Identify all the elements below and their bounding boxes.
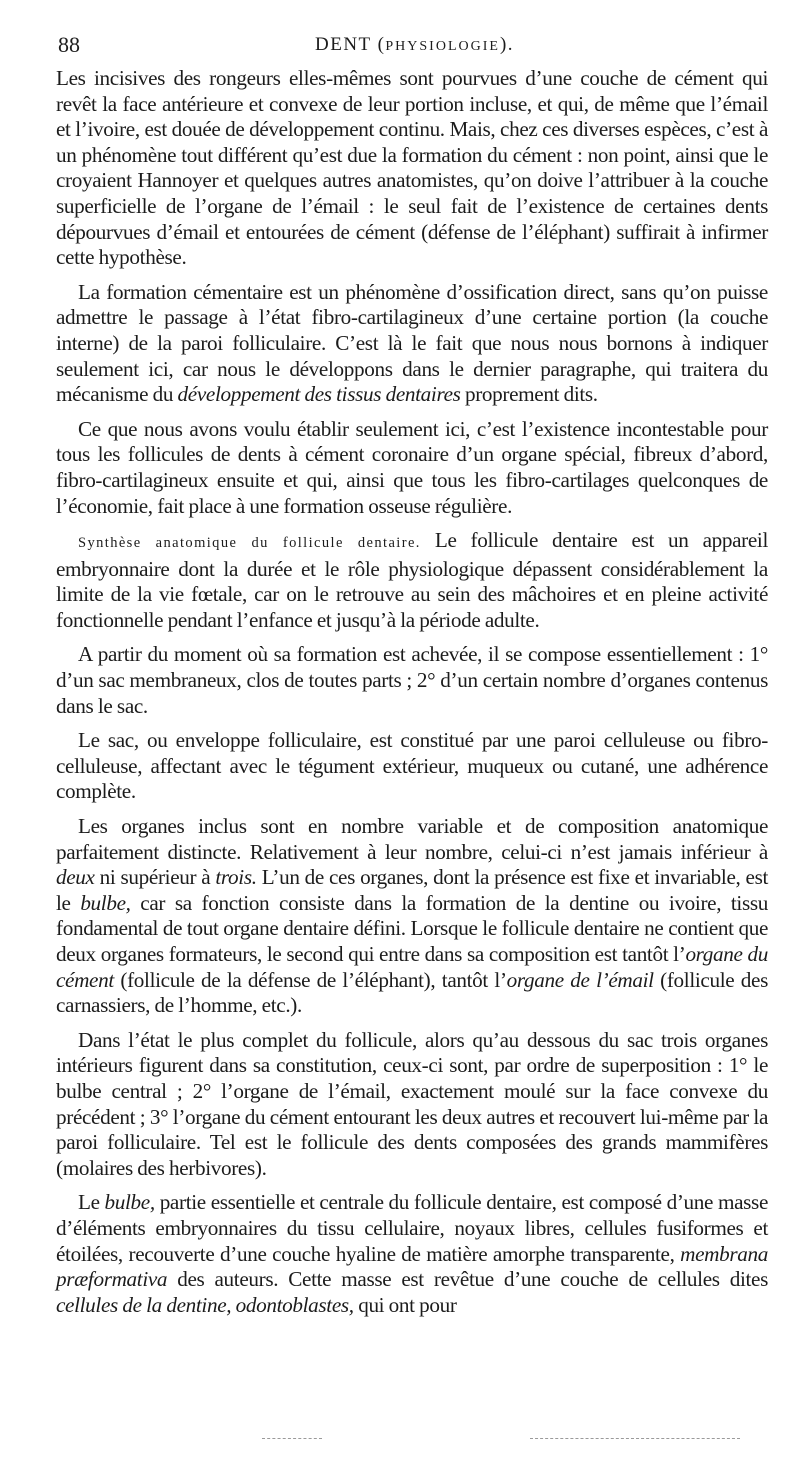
paragraph-le-bulbe [56, 1190, 768, 1318]
page-number: 88 [58, 32, 80, 57]
italic-phrase: bulbe, [80, 890, 131, 915]
paragraph-text: Les incisives des rongeurs elles-mêmes sont pourvues d’une couche de cément qui revêt la face antérieure et convexe de leur portion incluse, et qui, de même que l’émail et l’ivoire, est douée de développement continu. Mais, chez ces diverses espèces, c’est à un phénomène tout différent qu’est due la formation du cément : non point, ainsi que le croyaient Hannoyer et quelques autres anatomistes, qu’on doive l’attribuer à la couche superficielle de l’organe de l’émail : le seul fait de l’existence de certaines dents dépourvues d’émail et entourées de cément (défense de l’éléphant) suffirait à infirmer cette hypothèse. [56, 66, 768, 270]
paragraph-formation-cementaire [56, 280, 768, 408]
running-title-paren-open: ( [377, 34, 386, 55]
paragraph-le-sac [56, 728, 768, 805]
paragraph-text: Les organes inclus sont en nombre variable et de composition anatomique parfaitement distincte. Relativement à leur nombre, celui-ci n’est jamais inférieur à [56, 814, 768, 864]
section-heading: Synthèse anatomique du follicule dentaire. [78, 535, 421, 552]
body-text [56, 66, 768, 1327]
italic-phrase: membrana præformativa [56, 1241, 768, 1292]
italic-phrase: trois. [215, 865, 257, 890]
paragraph-text: A partir du moment où sa formation est achevée, il se compose essentiellement : 1° d’un sac membraneux, clos de toutes parts ; 2° d’un certain nombre d’organes contenus dans le sac. [56, 642, 768, 718]
paragraph-text: Dans l’état le plus complet du follicule, alors qu’au dessous du sac trois organes intérieurs figurent dans sa constitution, ceux-ci sont, par ordre de superposition : 1° le bulbe central ; 2° l’organe de l’émail, exactement moulé sur la face convexe du précédent ; 3° l’organe du cément entourant les deux autres et recouvert lui-même par la paroi folliculaire. Tel est le follicule des dents composées des grands mammifères (molaires des herbivores). [56, 1027, 768, 1180]
paragraph-a-partir [56, 642, 768, 719]
bottom-print-mark-right [530, 1438, 740, 1439]
running-title-main: DENT [315, 34, 372, 55]
paragraph-text: Ce que nous avons voulu établir seulement ici, c’est l’existence incontestable pour tous les follicules de dents à cément coronaire d’un organe spécial, fibreux d’abord, fibro-cartilagineux ensuite et qui, ainsi que tous les fibro-cartilages quelconques de l’économie, fait place à une formation osseuse régulière. [56, 416, 768, 518]
running-title-paren-close: ). [499, 34, 515, 55]
paragraph-text: L’un de ces organes, dont la présence est fixe et invariable, est le [56, 865, 768, 915]
paragraph-text: car sa fonction consiste dans la formation de la dentine ou ivoire, tissu fondamental de tout organe dentaire défini. Lorsque le follicule dentaire ne contient que deux organes formateurs, le second qui entre dans sa composition est tantôt l’ [56, 890, 768, 966]
paragraph-text: (follicule des carnassiers, de l’homme, etc.). [56, 967, 768, 1018]
paragraph-text: Le sac, ou enveloppe folliculaire, est constitué par une paroi celluleuse ou fibro-celluleuse, affectant avec le tégument extérieur, muqueux ou cutané, une adhérence complète. [56, 728, 768, 804]
bottom-print-mark-left [262, 1438, 322, 1439]
paragraph-incisives [56, 66, 768, 271]
paragraph-text: qui ont pour [353, 1292, 457, 1317]
running-title-subject: PHYSIOLOGIE [385, 39, 500, 54]
paragraph-synthese [56, 528, 768, 633]
paragraph-text: partie essentielle et centrale du follicule dentaire, est composé d’une masse d’éléments embryonnaires du tissu cellulaire, noyaux libres, cellules fusiformes et étoilées, recouverte d’une couche hyaline de matière amorphe transparente, [56, 1190, 768, 1266]
paragraph-text: proprement dits. [460, 382, 598, 407]
running-header [58, 30, 758, 64]
paragraph-etat-complet [56, 1028, 768, 1182]
paragraph-organes-inclus [56, 814, 768, 1019]
paragraph-text: des auteurs. Cette masse est revêtue d’une couche de cellules dites [167, 1267, 768, 1292]
italic-phrase: organe de l’émail [506, 967, 654, 992]
paragraph-text: Le [78, 1190, 105, 1215]
italic-phrase: bulbe, [104, 1190, 155, 1215]
paragraph-text: (follicule de la défense de l’éléphant), tantôt l’ [113, 967, 507, 992]
paragraph-etablir [56, 417, 768, 519]
running-title [315, 34, 514, 56]
italic-phrase: cellules de la dentine, odontoblastes, [56, 1292, 354, 1317]
italic-phrase: développement des tissus dentaires [177, 382, 461, 407]
paragraph-text: La formation cémentaire est un phénomène d’ossification direct, sans qu’on puisse admettre le passage à l’état fibro-cartilagineux d’une certaine portion (la couche interne) de la paroi folliculaire. C’est là le fait que nous nous bornons à indiquer seulement ici, car nous le développons dans le dernier paragraphe, qui traitera du mécanisme du [56, 279, 768, 407]
italic-phrase: deux [56, 865, 95, 890]
paragraph-text: Le follicule dentaire est un appareil embryonnaire dont la durée et le rôle physiologique dépassent considérablement la limite de la vie fœtale, car on le retrouve au sein des mâchoires et en pleine activité fonctionnelle pendant l’enfance et jusqu’à la période adulte. [56, 528, 769, 632]
paragraph-text: ni supérieur à [94, 865, 216, 890]
italic-phrase: organe du cément [56, 942, 769, 992]
